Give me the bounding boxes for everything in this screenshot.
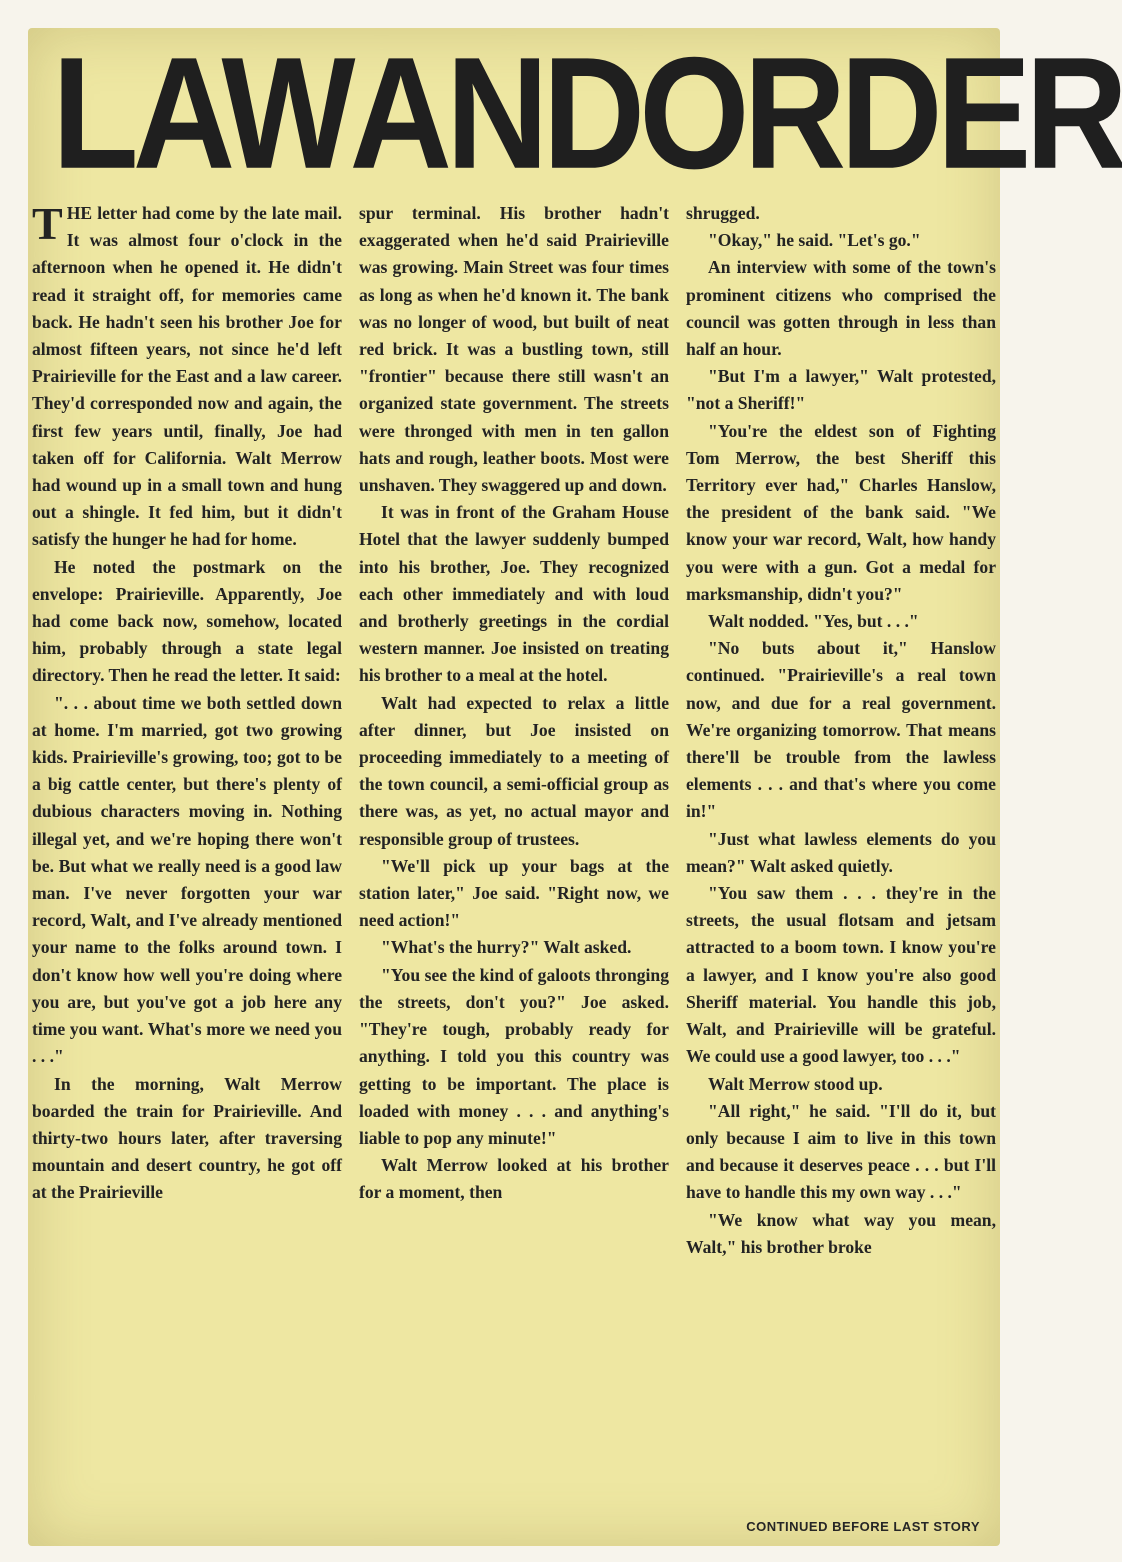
paragraph: Walt Merrow stood up. [708,1073,883,1094]
paragraph: "But I'm a lawyer," Walt protested, "not a Sheriff!" [686,366,996,414]
paragraph: spur terminal. His brother hadn't exaggerated when he'd said Prairieville was growing. Main Street was four times as long as when he'd known it. The bank was no longer of wood, but built of neat red brick. It was a bustling town, still "frontier" because there still wasn't an organized state government. The streets were thronged with men in ten gallon hats and rough, leather boots. Most were unshaven. They swaggered up and down. [359,203,669,496]
title-word-law: LAW [52,24,350,203]
story-column-2 [359,200,669,1500]
paragraph: "Okay," he said. "Let's go." [708,230,921,251]
paragraph: An interview with some of the town's prominent citizens who comprised the council was gotten through in less than half an hour. [686,257,996,360]
paragraph: It was in front of the Graham House Hotel that the lawyer suddenly bumped into his brother, Joe. They recognized each other immediately and with loud and brotherly greetings in the cordial western manner. Joe insisted on treating his brother to a meal at the hotel. [359,502,669,686]
drop-cap: T [32,198,63,249]
story-column-3 [686,200,996,1500]
story-title [28,24,1122,203]
paragraph: "All right," he said. "I'll do it, but only because I aim to live in this town and because it deserves peace . . . but I'll have to handle this my own way . . ." [686,1100,996,1203]
paragraph: "We'll pick up your bags at the station later," Joe said. "Right now, we need action!" [359,855,669,931]
story-column-1 [32,200,342,1500]
paragraph: Walt Merrow looked at his brother for a moment, then [359,1155,669,1203]
paragraph: "We know what way you mean, Walt," his brother broke [686,1209,996,1257]
title-word-and: AND [349,24,640,203]
story-columns [32,200,996,1500]
paragraph: Walt nodded. "Yes, but . . ." [708,611,919,632]
paragraph-text: HE letter had come by the late mail. It was almost four o'clock in the afternoon when he opened it. He didn't read it straight off, for memories came back. He hadn't seen his brother Joe for almost fifteen years, not since he'd left Prairieville for the East and a law career. They'd corresponded now and again, the first few years until, finally, Joe had taken off for California. Walt Merrow had wound up in a small town and hung out a shingle. It fed him, but it didn't satisfy the hunger he had for home. [32,203,342,550]
story-page [28,24,1122,1546]
paragraph: ". . . about time we both settled down at home. I'm married, got two growing kids. Prairieville's growing, too; got to be a big cattle center, but there's plenty of dubious characters moving in. Nothing illegal yet, and we're hoping there won't be. But what we really need is a good law man. I've never forgotten your war record, Walt, and I've already mentioned your name to the folks around town. I don't know how well you're doing where you are, but you've got a job here any time you want. What's more we need you . . ." [32,692,342,1067]
paragraph: In the morning, Walt Merrow boarded the train for Prairieville. And thirty-two hours later, after traversing mountain and desert country, he got off at the Prairieville [32,1073,342,1203]
paragraph [32,200,342,554]
paragraph: "You see the kind of galoots thronging the streets, don't you?" Joe asked. "They're tough, probably ready for anything. I told you this country was getting to be important. The place is loaded with money . . . and anything's liable to pop any minute!" [359,964,669,1148]
title-word-order: ORDER [639,24,1122,203]
paragraph: "What's the hurry?" Walt asked. [381,937,632,958]
paragraph: Walt had expected to relax a little after dinner, but Joe insisted on proceeding immediately to a meeting of the town council, a semi-official group as there was, as yet, no actual mayor and responsible group of trustees. [359,692,669,849]
paragraph: "You saw them . . . they're in the streets, the usual flotsam and jetsam attracted to a boom town. I know you're a lawyer, and I know you're also good Sheriff material. You handle this job, Walt, and Prairieville will be grateful. We could use a good lawyer, too . . ." [686,883,996,1067]
continued-note: CONTINUED BEFORE LAST STORY [746,1519,980,1534]
paragraph: "You're the eldest son of Fighting Tom Merrow, the best Sheriff this Territory ever had," Charles Hanslow, the president of the bank said. "We know your war record, Walt, how handy you were with a gun. Got a medal for marksmanship, didn't you?" [686,420,996,604]
paragraph: shrugged. [686,203,760,223]
paragraph: He noted the postmark on the envelope: Prairieville. Apparently, Joe had come back now, somehow, located him, probably through a state legal directory. Then he read the letter. It said: [32,556,342,686]
paragraph: "Just what lawless elements do you mean?" Walt asked quietly. [686,828,996,876]
paragraph: "No buts about it," Hanslow continued. "Prairieville's a real town now, and due for a real government. We're organizing tomorrow. That means there'll be trouble from the lawless elements . . . and that's where you come in!" [686,638,996,822]
